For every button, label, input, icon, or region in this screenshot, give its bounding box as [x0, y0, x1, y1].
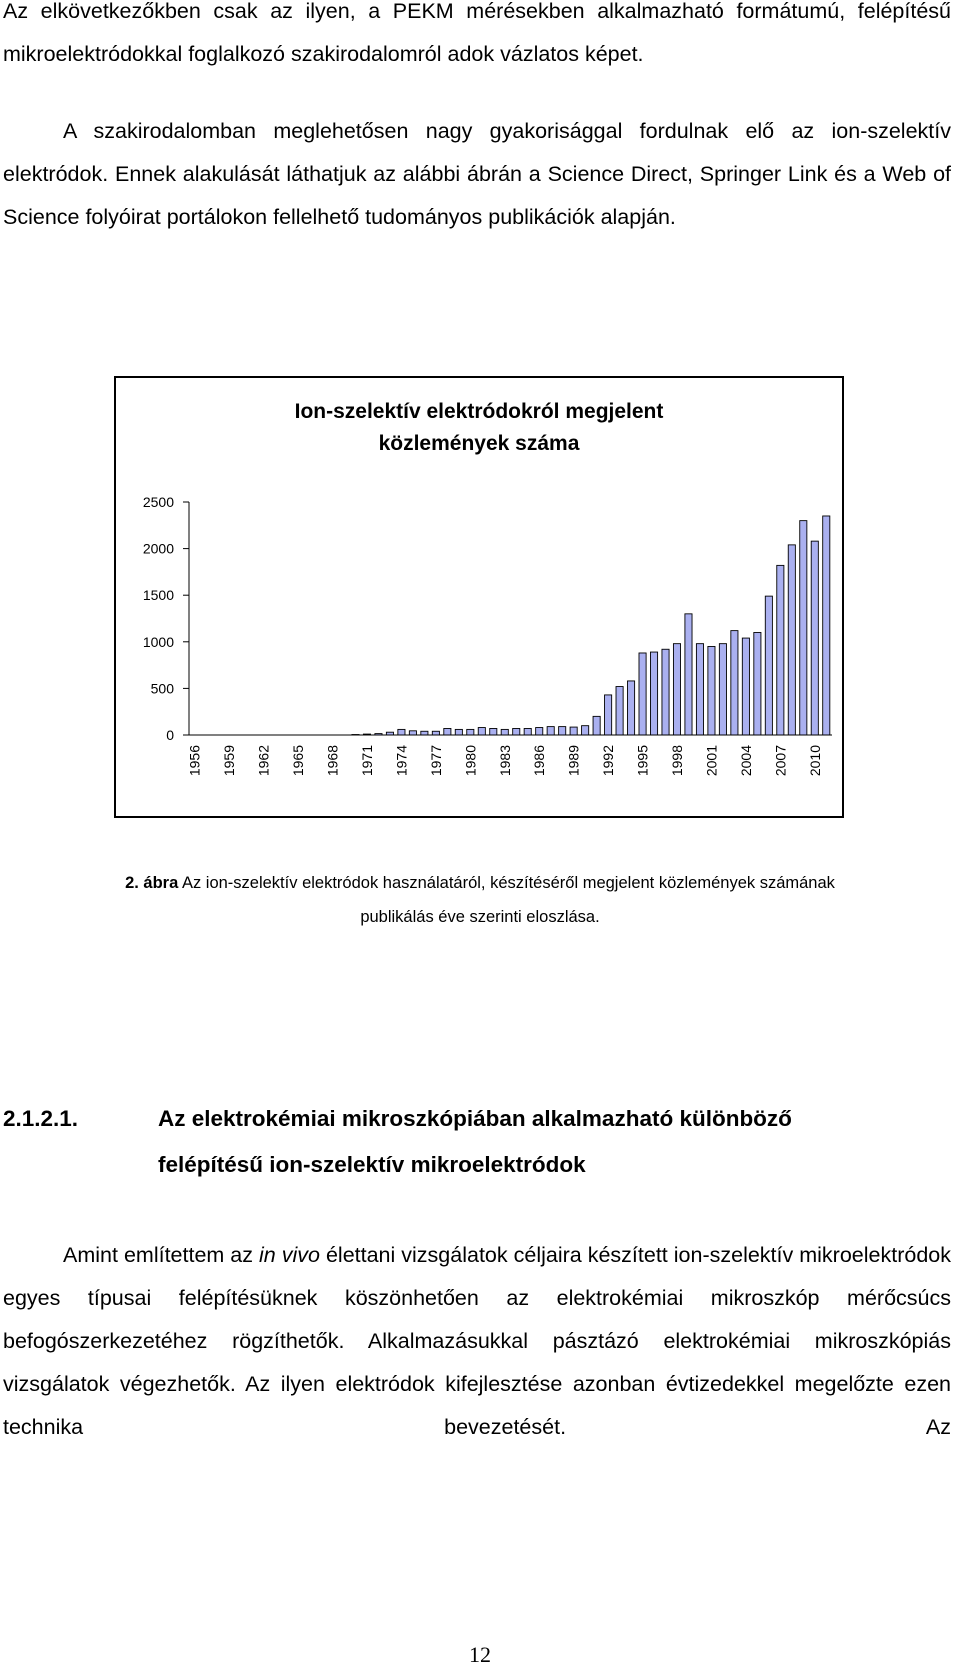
figure-caption: [100, 866, 860, 934]
bar-2009: [800, 521, 807, 735]
bar-2000: [696, 644, 703, 735]
bar-2001: [708, 646, 715, 735]
y-tick-label: 500: [150, 680, 174, 697]
bar-1991: [593, 716, 600, 735]
body-italic: in vivo: [259, 1243, 320, 1267]
chart-title-line-1: Ion-szelektív elektródokról megjelent: [294, 400, 664, 423]
section-title-line-1: Az elektrokémiai mikroszkópiában alkalmazható különböző: [158, 1106, 792, 1131]
x-tick-label: 2010: [806, 745, 823, 777]
body-text-1: Amint említettem az: [63, 1243, 259, 1267]
x-tick-label: 2004: [737, 745, 754, 777]
bar-1980: [467, 729, 474, 735]
bar-2003: [731, 631, 738, 735]
bar-1999: [685, 614, 692, 735]
x-tick-label: 1974: [393, 745, 410, 777]
x-tick-label: 1992: [600, 745, 617, 777]
x-tick-label: 2007: [772, 745, 789, 777]
y-tick-label: 1000: [142, 633, 174, 650]
x-tick-label: 1980: [462, 745, 479, 777]
bar-2002: [719, 644, 726, 735]
bars: [352, 516, 830, 735]
section-number: 2.1.2.1.: [3, 1106, 79, 1131]
bar-1996: [650, 652, 657, 735]
page-number: 12: [469, 1642, 491, 1667]
y-axis: [143, 494, 189, 743]
x-tick-label: 1956: [186, 745, 203, 777]
intro-paragraph-2: A szakirodalomban meglehetősen nagy gyakorisággal fordulnak elő az ion-szelektív elektródok. Ennek alakulását láthatjuk az alábbi ábrán a Science Direct, Springer Link és a Web of Science folyóirat portálokon fellelhető tudományos publikációk alapján.: [3, 119, 951, 229]
x-tick-label: 1959: [221, 745, 238, 777]
caption-label: 2. ábra: [125, 874, 179, 892]
caption-text: Az ion-szelektív elektródok használatáról, készítéséről megjelent közlemények számának publikálás éve szerinti eloszlása.: [178, 874, 835, 926]
bar-2006: [765, 596, 772, 735]
x-tick-label: 1998: [668, 745, 685, 777]
bar-2010: [811, 541, 818, 735]
x-tick-label: 1986: [531, 745, 548, 777]
x-axis: [187, 735, 832, 776]
bar-chart: [116, 378, 842, 816]
bar-2005: [754, 632, 761, 735]
y-tick-label: 2500: [142, 494, 174, 510]
bar-1979: [455, 729, 462, 735]
bar-1989: [570, 727, 577, 735]
bar-1988: [559, 727, 566, 735]
bar-2007: [777, 565, 784, 735]
bar-1982: [490, 728, 497, 735]
bar-2008: [788, 545, 795, 735]
bar-1983: [501, 729, 508, 735]
x-tick-label: 1965: [290, 745, 307, 777]
bar-1998: [673, 644, 680, 735]
x-tick-label: 1977: [427, 745, 444, 777]
bar-1974: [398, 729, 405, 735]
bar-1984: [513, 728, 520, 735]
bar-1985: [524, 728, 531, 735]
bar-1997: [662, 649, 669, 735]
bar-1981: [478, 728, 485, 735]
bar-1986: [536, 728, 543, 735]
intro-paragraph-1: Az elkövetkezőkben csak az ilyen, a PEKM mérésekben alkalmazható formátumú, felépítésű mikroelektródokkal foglalkozó szakirodalomról adok vázlatos képet.: [3, 0, 951, 66]
x-tick-label: 1962: [255, 745, 272, 777]
x-tick-label: 2001: [703, 745, 720, 777]
y-tick-label: 2000: [142, 540, 174, 557]
chart-title-line-2: közlemények száma: [378, 432, 580, 455]
section-title-line-2: felépítésű ion-szelektív mikroelektródok: [158, 1152, 586, 1177]
bar-1977: [432, 731, 439, 735]
x-tick-label: 1971: [358, 745, 375, 777]
x-tick-label: 1995: [634, 745, 651, 777]
bar-1995: [639, 653, 646, 735]
y-tick-label: 0: [166, 727, 174, 743]
x-tick-label: 1989: [565, 745, 582, 777]
bar-1987: [547, 727, 554, 735]
x-tick-label: 1968: [324, 745, 341, 777]
bar-1975: [409, 731, 416, 735]
bar-1978: [444, 728, 451, 735]
chart-frame: [114, 376, 844, 818]
bar-2011: [823, 516, 830, 735]
bar-2004: [742, 638, 749, 735]
bar-1990: [582, 726, 589, 735]
bar-1994: [628, 681, 635, 735]
bar-1993: [616, 687, 623, 735]
bar-1992: [605, 695, 612, 735]
body-text-2: élettani vizsgálatok céljaira készített ion-szelektív mikroelektródok egyes típusai felépítésüknek köszönhetően az elektrokémiai mikroszkóp mérőcsúcs befogószerkezetéhez rögzíthetők. Alkalmazásukkal pásztázó elektrokémiai mikroszkópiás vizsgálatok végezhetők. Az ilyen elektródok kifejlesztése azonban évtizedekkel megelőzte ezen technika bevezetését. Az: [3, 1243, 951, 1439]
y-tick-label: 1500: [142, 587, 174, 604]
body-paragraph: [3, 1234, 951, 1449]
x-tick-label: 1983: [496, 745, 513, 777]
bar-1976: [421, 731, 428, 735]
